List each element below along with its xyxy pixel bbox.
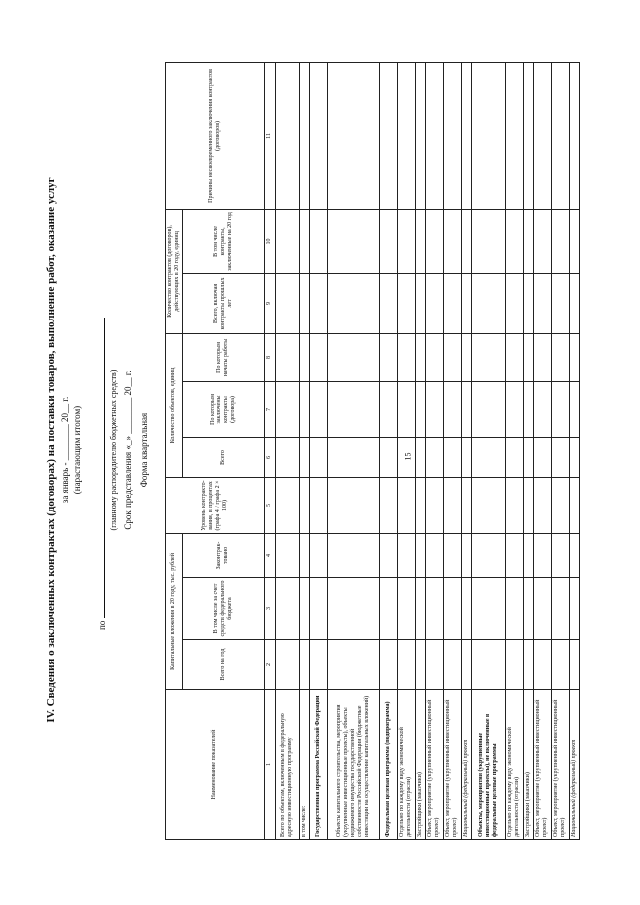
data-cell xyxy=(551,209,569,273)
data-cell xyxy=(415,437,425,477)
row-label: Государственная программа Российской Федерации xyxy=(309,690,327,840)
header-ctr-total: Всего, включая контракты прошлых лет xyxy=(182,273,264,333)
data-cell xyxy=(569,578,579,640)
data-cell xyxy=(505,333,523,381)
data-cell xyxy=(379,273,397,333)
table-row xyxy=(275,62,299,839)
data-cell xyxy=(505,477,523,533)
col-number: 7 xyxy=(264,381,275,437)
data-cell xyxy=(471,333,505,381)
data-cell xyxy=(327,62,379,209)
data-cell xyxy=(415,209,425,273)
data-cell xyxy=(551,477,569,533)
data-cell xyxy=(569,381,579,437)
data-cell xyxy=(397,62,415,209)
by-note: (главному распорядителю бюджетных средств) xyxy=(109,369,118,531)
table-row xyxy=(461,62,471,839)
by-underline xyxy=(104,318,105,618)
row-label: Объект, мероприятие (укрупненный инвестиционный проект) xyxy=(551,690,569,840)
data-cell xyxy=(523,209,533,273)
data-cell xyxy=(327,381,379,437)
data-cell xyxy=(309,578,327,640)
data-cell xyxy=(425,437,443,477)
data-cell xyxy=(309,477,327,533)
table-row xyxy=(443,62,461,839)
data-cell xyxy=(533,62,551,209)
header-level: Уровень контракто-вания, в процентах (графа 4 / графа 2 × 100) xyxy=(166,477,265,533)
row-label: в том числе: xyxy=(299,690,309,840)
data-cell xyxy=(523,578,533,640)
col-number: 5 xyxy=(264,477,275,533)
data-cell xyxy=(443,333,461,381)
data-cell xyxy=(415,533,425,577)
data-cell xyxy=(397,209,415,273)
data-cell xyxy=(425,273,443,333)
data-cell xyxy=(397,578,415,640)
data-cell xyxy=(275,477,299,533)
by-text: по xyxy=(97,620,107,630)
header-contracted: Законтрак-товано xyxy=(182,533,264,577)
data-cell xyxy=(505,381,523,437)
row-label: Объект, мероприятие (укрупненный инвестиционный проект) xyxy=(443,690,461,840)
row-label: Объекты, мероприятия (укрупненные инвестиционные проекты), не включенные в федеральные целевые программы xyxy=(471,690,505,840)
col-number: 4 xyxy=(264,533,275,577)
data-cell xyxy=(523,273,533,333)
data-cell xyxy=(275,333,299,381)
row-label: Застройщики (заказчики) xyxy=(415,690,425,840)
row-label: Объект, мероприятие (укрупненный инвестиционный проект) xyxy=(533,690,551,840)
data-cell xyxy=(379,333,397,381)
data-cell xyxy=(461,578,471,640)
data-cell xyxy=(533,437,551,477)
data-cell xyxy=(523,381,533,437)
col-number: 8 xyxy=(264,333,275,381)
data-cell xyxy=(299,62,309,209)
data-cell xyxy=(533,333,551,381)
data-cell xyxy=(533,381,551,437)
data-cell xyxy=(551,578,569,640)
data-cell xyxy=(379,477,397,533)
data-cell xyxy=(569,273,579,333)
data-cell xyxy=(327,640,379,690)
data-cell xyxy=(533,640,551,690)
data-cell xyxy=(309,333,327,381)
data-cell xyxy=(415,477,425,533)
data-cell xyxy=(299,273,309,333)
data-cell xyxy=(415,62,425,209)
data-cell xyxy=(379,640,397,690)
data-cell xyxy=(569,209,579,273)
data-cell xyxy=(299,381,309,437)
data-cell xyxy=(379,437,397,477)
data-cell xyxy=(471,209,505,273)
data-cell xyxy=(523,477,533,533)
data-cell xyxy=(505,640,523,690)
data-cell xyxy=(505,273,523,333)
rotated-form xyxy=(45,40,577,860)
data-cell xyxy=(327,437,379,477)
by-label xyxy=(97,318,107,630)
data-cell xyxy=(309,273,327,333)
header-objects: Количество объектов, единиц xyxy=(166,333,183,477)
data-cell xyxy=(327,209,379,273)
data-cell xyxy=(309,640,327,690)
data-cell xyxy=(533,578,551,640)
data-cell xyxy=(425,381,443,437)
table-row xyxy=(425,62,443,839)
data-cell xyxy=(533,477,551,533)
col-number: 3 xyxy=(264,578,275,640)
data-cell xyxy=(309,437,327,477)
table-body xyxy=(275,62,579,839)
data-cell xyxy=(327,477,379,533)
data-cell xyxy=(415,578,425,640)
data-cell xyxy=(569,62,579,209)
row-label: Объекты капитального строительства, мероприятия (укрупненные инвестиционные проекты), объекты недвижимого имущества государственной собственности Российской Федерации (бюджетные инвестиции на осуществление капитальных вложений) xyxy=(327,690,379,840)
data-cell xyxy=(275,273,299,333)
form-title: IV. Сведения о заключенных контрактах (договорах) на поставки товаров, выполнение работ, оказание услуг xyxy=(45,177,57,723)
header-name: Наименование показателей xyxy=(166,690,265,840)
data-cell xyxy=(551,273,569,333)
data-cell xyxy=(471,640,505,690)
data-cell xyxy=(443,533,461,577)
data-cell xyxy=(275,381,299,437)
data-cell xyxy=(533,533,551,577)
data-cell xyxy=(471,273,505,333)
data-cell xyxy=(551,437,569,477)
data-cell xyxy=(569,477,579,533)
data-cell xyxy=(275,578,299,640)
data-cell xyxy=(523,333,533,381)
data-cell xyxy=(461,62,471,209)
data-cell xyxy=(327,533,379,577)
header-contracts: Количество контрактов (договоров), действующих в 20 году, единиц xyxy=(166,209,183,333)
row-label: Застройщики (заказчики) xyxy=(523,690,533,840)
table-row xyxy=(523,62,533,839)
row-label: Федеральная целевая программа (подпрограмма) xyxy=(379,690,397,840)
data-cell xyxy=(397,437,415,477)
data-cell xyxy=(425,578,443,640)
row-label: Объект, мероприятие (укрупненный инвестиционный проект) xyxy=(425,690,443,840)
data-cell xyxy=(443,640,461,690)
data-cell xyxy=(425,333,443,381)
data-cell xyxy=(299,209,309,273)
data-cell xyxy=(443,209,461,273)
row-label: Всего по объектам, включенным в федеральную адресную инвестиционную программу xyxy=(275,690,299,840)
data-cell xyxy=(275,640,299,690)
data-cell xyxy=(309,533,327,577)
row-label: Отдельно по каждому виду экономической деятельности (отрасли) xyxy=(505,690,523,840)
col-number: 6 xyxy=(264,437,275,477)
data-cell xyxy=(397,333,415,381)
table-row xyxy=(569,62,579,839)
data-cell xyxy=(275,62,299,209)
data-cell xyxy=(275,533,299,577)
table-row xyxy=(309,62,327,839)
table-row xyxy=(533,62,551,839)
data-cell xyxy=(425,209,443,273)
data-cell xyxy=(397,533,415,577)
data-cell xyxy=(533,209,551,273)
data-cell xyxy=(299,333,309,381)
col-number: 10 xyxy=(264,209,275,273)
data-cell xyxy=(461,533,471,577)
table-row xyxy=(415,62,425,839)
data-cell xyxy=(461,273,471,333)
column-numbers-row xyxy=(264,62,275,839)
data-cell xyxy=(299,477,309,533)
data-cell xyxy=(425,477,443,533)
data-cell xyxy=(471,578,505,640)
page-number: 15 xyxy=(403,452,413,461)
row-label: Национальный (федеральный) проект xyxy=(461,690,471,840)
data-cell xyxy=(471,437,505,477)
table-row xyxy=(299,62,309,839)
data-cell xyxy=(415,640,425,690)
header-reasons: Причины несвоевременного заключения контрактов (договоров) xyxy=(166,62,265,209)
table-row xyxy=(379,62,397,839)
row-label: Отдельно по каждому виду экономической деятельности (отрасли) xyxy=(397,690,415,840)
data-cell xyxy=(505,437,523,477)
data-cell xyxy=(551,533,569,577)
data-cell xyxy=(415,273,425,333)
data-cell xyxy=(379,381,397,437)
header-total-year: Всего на год xyxy=(182,640,264,690)
data-cell xyxy=(397,381,415,437)
data-cell xyxy=(443,381,461,437)
table-row xyxy=(551,62,569,839)
period-line: за январь - ________ 20__ г. xyxy=(60,396,70,504)
data-cell xyxy=(471,381,505,437)
data-cell xyxy=(379,533,397,577)
data-cell xyxy=(443,578,461,640)
data-cell xyxy=(523,62,533,209)
col-number: 9 xyxy=(264,273,275,333)
data-cell xyxy=(299,533,309,577)
header-obj-contracted: По которым заключены контракты (договора) xyxy=(182,381,264,437)
data-cell xyxy=(505,578,523,640)
header-capital: Капитальные вложения в 20 году, тыс. рублей xyxy=(166,533,183,689)
data-cell xyxy=(379,62,397,209)
data-cell xyxy=(327,578,379,640)
data-cell xyxy=(523,437,533,477)
table-row xyxy=(505,62,523,839)
data-cell xyxy=(415,333,425,381)
col-number: 2 xyxy=(264,640,275,690)
header-obj-total: Всего xyxy=(182,437,264,477)
data-cell xyxy=(309,62,327,209)
data-cell xyxy=(471,477,505,533)
data-cell xyxy=(505,62,523,209)
data-cell xyxy=(379,578,397,640)
data-cell xyxy=(309,381,327,437)
data-cell xyxy=(443,477,461,533)
data-cell xyxy=(397,640,415,690)
data-cell xyxy=(327,333,379,381)
data-cell xyxy=(461,381,471,437)
table-row xyxy=(397,62,415,839)
data-cell xyxy=(443,62,461,209)
data-cell xyxy=(505,209,523,273)
form-type: Форма квартальная xyxy=(139,412,149,488)
data-cell xyxy=(551,381,569,437)
deadline: Срок представления «_» ________ 20__ г. xyxy=(123,370,133,530)
header-obj-started: По которым начаты работы xyxy=(182,333,264,381)
data-cell xyxy=(415,381,425,437)
data-cell xyxy=(471,533,505,577)
data-cell xyxy=(461,437,471,477)
data-cell xyxy=(443,273,461,333)
col-number: 1 xyxy=(264,690,275,840)
row-label: Национальный (федеральный) проект xyxy=(569,690,579,840)
table-row xyxy=(471,62,505,839)
data-cell xyxy=(569,533,579,577)
data-cell xyxy=(461,333,471,381)
data-cell xyxy=(425,62,443,209)
header-federal: В том числе за счет средств федерального бюджета xyxy=(182,578,264,640)
data-cell xyxy=(523,640,533,690)
data-cell xyxy=(275,209,299,273)
data-cell xyxy=(505,533,523,577)
header-ctr-incl: В том числе контракты, заключенные на 20 год xyxy=(182,209,264,273)
data-cell xyxy=(299,437,309,477)
data-cell xyxy=(471,62,505,209)
col-number: 11 xyxy=(264,62,275,209)
data-cell xyxy=(461,209,471,273)
data-cell xyxy=(379,209,397,273)
data-cell xyxy=(569,640,579,690)
data-cell xyxy=(461,477,471,533)
data-cell xyxy=(551,333,569,381)
data-cell xyxy=(551,62,569,209)
data-cell xyxy=(275,437,299,477)
data-cell xyxy=(299,640,309,690)
data-cell xyxy=(461,640,471,690)
data-cell xyxy=(425,533,443,577)
data-cell xyxy=(569,333,579,381)
data-cell xyxy=(569,437,579,477)
data-cell xyxy=(425,640,443,690)
data-cell xyxy=(299,578,309,640)
data-cell xyxy=(397,273,415,333)
data-cell xyxy=(443,437,461,477)
data-cell xyxy=(327,273,379,333)
contracts-table xyxy=(165,62,580,840)
cumulative-note: (нарастающим итогом) xyxy=(72,405,82,495)
table-row xyxy=(327,62,379,839)
data-cell xyxy=(309,209,327,273)
data-cell xyxy=(551,640,569,690)
data-cell xyxy=(533,273,551,333)
data-cell xyxy=(523,533,533,577)
data-cell xyxy=(397,477,415,533)
